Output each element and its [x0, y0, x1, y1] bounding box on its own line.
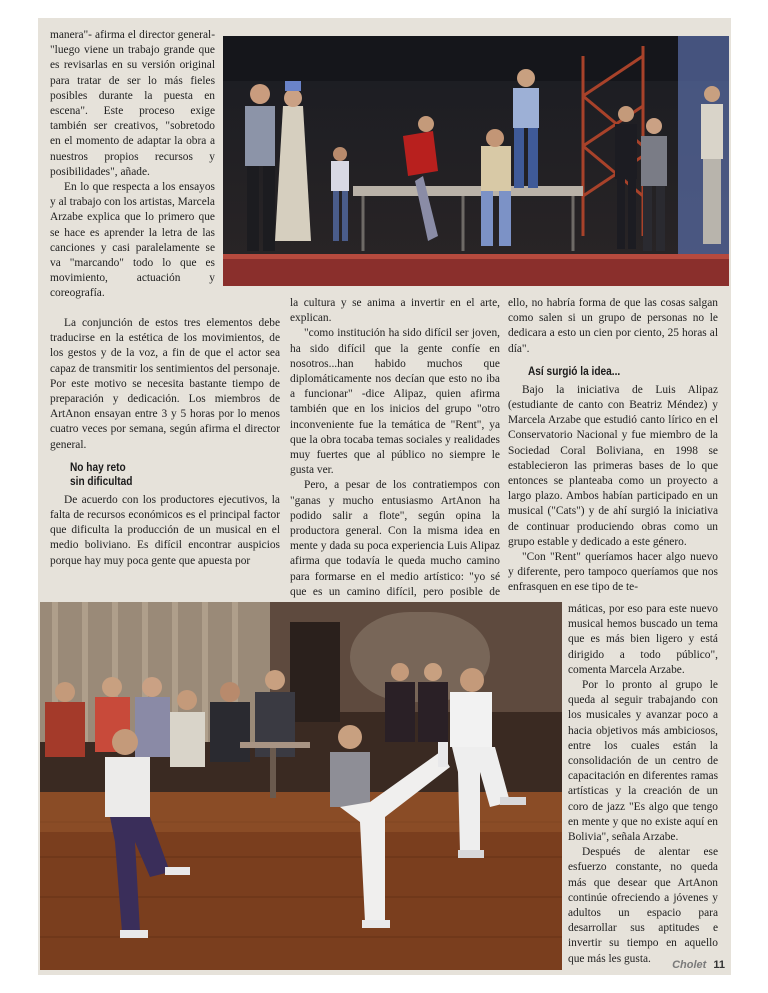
paragraph: De acuerdo con los productores ejecutivos, la falta de recursos económicos es el principal factor que dificulta la producción de un musical en el medio boliviano. Es difícil encontrar auspicios porque hay muy poca gente que apuesta por: [50, 493, 280, 567]
paragraph: máticas, por eso para este nuevo musical hemos buscado un tema que es más bien ligero y está dirigido a todo público", comenta Marcela Arzabe.: [568, 603, 718, 676]
column-3-bottom: [568, 602, 718, 967]
paragraph: Por lo pronto al grupo le queda al seguir trabajando con los musicales y avanzar poco a hacia objetivos más ambiciosos, entre los cuales están la consolidación de un centro de capacitación en diferentes ramas artísticas y la creación de un coro de jazz "Es algo que tengo en mente y que no existe aquí en Bolivia", señala Arzabe.: [568, 679, 718, 844]
dance-rehearsal-photo: [40, 602, 562, 970]
paragraph: ello, no habría forma de que las cosas salgan como salen si un grupo de personas no le dedicara a esto un cien por ciento, 25 horas al día".: [508, 297, 718, 355]
stage-rehearsal-photo: [223, 36, 729, 286]
magazine-brand: Cholet: [672, 959, 707, 971]
column-3: [508, 296, 718, 596]
column-2: [290, 296, 500, 615]
paragraph: Después de alentar ese esfuerzo constante, no queda más que desear que ArtAnon continúe ofreciendo a jóvenes y adultos un espacio para desarrollar sus aptitudes e invertir su tiempo en aquello que más les gusta.: [568, 846, 718, 965]
paragraph: "como institución ha sido difícil ser joven, ha sido difícil que la gente confíe en nosotros...han habido muchos que diplomáticamente nos decían que esto no iba a funcionar" -dice Alipaz, quien afirma también que en los inicios del grupo "otro inconveniente fue la temática de "Rent", ya que la obra tocaba temas sociales y realidades muy fuertes que al público no siempre le gusta ver.: [290, 327, 500, 477]
paragraph: manera"- afirma el director general-"luego viene un trabajo grande que es revisarlas en su versión original para tratar de ser lo más fieles posibles durante la puesta en escena". Este proceso exige también ser creativos, "sobretodo en el momento de adaptar la obra a nuestros propios recursos y posibilidades", añade.: [50, 29, 215, 178]
page-number: 11: [713, 959, 725, 971]
column-1-middle: [50, 316, 280, 569]
paragraph: La conjunción de estos tres elementos debe traducirse en la estética de los movimientos, de los gestos y de la voz, a fin de que el actor sea capaz de transmitir los sentimientos del personaje. Por este motivo se necesita bastante tiempo de preparación y dedicación. Los miembros de ArtAnon ensayan entre 3 y 5 horas por lo menos cuatro veces por semana, según afirma el director general.: [50, 317, 280, 451]
section-heading-no-hay-reto: [70, 461, 255, 489]
paragraph: Bajo la iniciativa de Luis Alipaz (estudiante de canto con Beatriz Méndez) y Marcela Arzabe que estudió canto lírico en el Conservatorio Nacional y fue miembro de la Sociedad Coral Boliviana, en 1998 se establecieron las primeras bases de lo que entonces se planteaba como un proyecto a largo plazo. Ambos habían participado en un musical ("Cats") y de ahí surgió la iniciativa de continuar produciendo obras como un grupo estable y dedicado a este género.: [508, 383, 718, 548]
paragraph: En lo que respecta a los ensayos y al trabajo con los artistas, Marcela Arzabe explica que lo primero que se hace es aprender la letra de las canciones y casi paralelamente se va "marcando" todo lo que es movimiento, actuación y coreografía.: [50, 181, 215, 300]
paragraph: "Con "Rent" queríamos hacer algo nuevo y diferente, pero tampoco queríamos que nos enfrasquen en ese tipo de te-: [508, 551, 718, 594]
magazine-page: [38, 18, 731, 975]
paragraph: Pero, a pesar de los contratiempos con "ganas y mucho entusiasmo ArtAnon ha podido salir a flote", según opina la productora general. Con la misma idea en mente y dada su poca experiencia Luis Alipaz afirma que todavía le queda mucho camino para formarse en el medio artístico: "yo sé que es un camino difícil, pero posible de: [290, 479, 500, 598]
column-1-top: [50, 28, 215, 302]
page-footer: [672, 959, 725, 971]
heading-line: sin dificultad: [70, 475, 133, 488]
heading-line: No hay reto: [70, 461, 126, 474]
paragraph: la cultura y se anima a invertir en el arte, explican.: [290, 297, 500, 325]
section-heading-asi-surgio: Así surgió la idea...: [528, 365, 621, 378]
